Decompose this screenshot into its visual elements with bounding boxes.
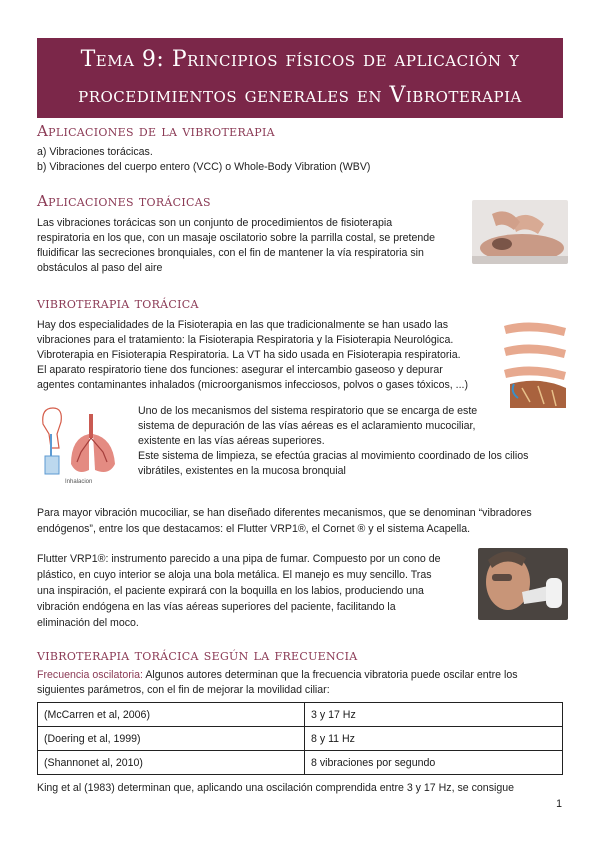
heading-frecuencia: vibroterapia torácica según la frecuencia	[37, 646, 358, 664]
heading-aplicaciones-vibroterapia: Aplicaciones de la vibroterapia	[37, 122, 275, 140]
massage-photo	[472, 200, 568, 264]
page-title-line-2: procedimientos generales en Vibroterapia	[78, 83, 522, 108]
paragraph-line: fluidificar las secreciones bronquiales, con el fin de mantener la vía respiratoria sin	[37, 247, 424, 259]
paragraph-line: plástico, en cuyo interior se aloja una bola metálica. El manejo es muy sencillo. Tras	[37, 569, 432, 581]
paragraph-line: eliminación del moco.	[37, 617, 139, 629]
heading-vibroterapia-toracica: vibroterapia torácica	[37, 294, 199, 312]
paragraph-line: Este sistema de limpieza, se efectúa gracias al movimiento coordinado de los cilios	[138, 450, 529, 462]
paragraph-line: King et al (1983) determinan que, aplicando una oscilación comprendida entre 3 y 17 Hz, se consigue	[37, 782, 515, 794]
table-cell: (McCarren et al, 2006)	[38, 703, 305, 727]
paragraph-line: obstáculos al paso del aire	[37, 262, 163, 274]
paragraph-line: Vibroterapia en Fisioterapia Respiratoria. La VT ha sido usada en Fisioterapia respiratoria.	[37, 349, 461, 361]
table-cell: 8 vibraciones por segundo	[305, 751, 563, 775]
paragraph-line: El aparato respiratorio tiene dos funciones: asegurar el intercambio gaseoso y depurar	[37, 364, 443, 376]
title-banner	[37, 38, 563, 118]
paragraph-line: existente en las vías aéreas superiores.	[138, 435, 325, 447]
paragraph-line: vibrátiles, existentes en la mucosa bronquial	[138, 465, 346, 477]
paragraph-line: Para mayor vibración mucociliar, se han diseñado diferentes mecanismos, que se denominan “vibradores	[37, 507, 532, 519]
table-cell: (Doering et al, 1999)	[38, 727, 305, 751]
list-item: a) Vibraciones torácicas.	[37, 146, 153, 158]
intro-text: Algunos autores determinan que la frecuencia vibratoria puede oscilar entre los	[142, 669, 518, 681]
paragraph-line: siguientes parámetros, con el fin de mejorar la movilidad ciliar:	[37, 684, 330, 696]
list-item: b) Vibraciones del cuerpo entero (VCC) o Whole-Body Vibration (WBV)	[37, 161, 371, 173]
frecuencia-label: Frecuencia oscilatoria:	[37, 669, 143, 681]
paragraph-line: endógenos”, entre los que destacamos: el Flutter VRP1®, el Cornet ® y el sistema Acapella.	[37, 523, 471, 535]
page-title-line-1: Tema 9: Principios físicos de aplicación y	[80, 47, 520, 72]
respiratory-system-diagram	[37, 404, 129, 486]
paragraph-line: Las vibraciones torácicas son un conjunto de procedimientos de fisioterapia	[37, 217, 393, 229]
paragraph-line: vibraciones para el tratamiento: la Fisioterapia Respiratoria y la Fisioterapia Neurológica.	[37, 334, 454, 346]
paragraph-line: Uno de los mecanismos del sistema respiratorio que se encarga de este	[138, 405, 478, 417]
flutter-device-photo	[478, 548, 568, 620]
page-number: 1	[556, 798, 562, 810]
table-cell: 8 y 11 Hz	[305, 727, 563, 751]
paragraph-line: respiratoria en los que, con un masaje oscilatorio sobre la parrilla costal, se pretende	[37, 232, 436, 244]
paragraph-line: Hay dos especialidades de la Fisioterapia en las que tradicionalmente se han usado las	[37, 319, 449, 331]
table-cell: (Shannonet al, 2010)	[38, 751, 305, 775]
frequency-table	[37, 702, 563, 775]
paragraph-line: una inspiración, el paciente expirará con la boquilla en los labios, produciendo una	[37, 585, 424, 597]
table-row	[38, 703, 563, 727]
heading-aplicaciones-toracicas: Aplicaciones torácicas	[37, 192, 211, 210]
paragraph-line: agentes contaminantes inhalados (microorganismos infecciosos, polvos o gases tóxicos, ...)	[37, 379, 469, 391]
hands-vibration-diagram	[500, 318, 570, 410]
paragraph-line: sistema de depuración de las vías aéreas es el aclaramiento mucociliar,	[138, 420, 476, 432]
paragraph-line	[37, 668, 518, 684]
table-row	[38, 751, 563, 775]
table-cell: 3 y 17 Hz	[305, 703, 563, 727]
paragraph-line: Flutter VRP1®: instrumento parecido a una pipa de fumar. Compuesto por un cono de	[37, 553, 441, 565]
diagram-label: Inhalacion	[65, 479, 93, 485]
table-row	[38, 727, 563, 751]
paragraph-line: vibración endógena en las vías aéreas superiores del paciente, facilitando la	[37, 601, 396, 613]
